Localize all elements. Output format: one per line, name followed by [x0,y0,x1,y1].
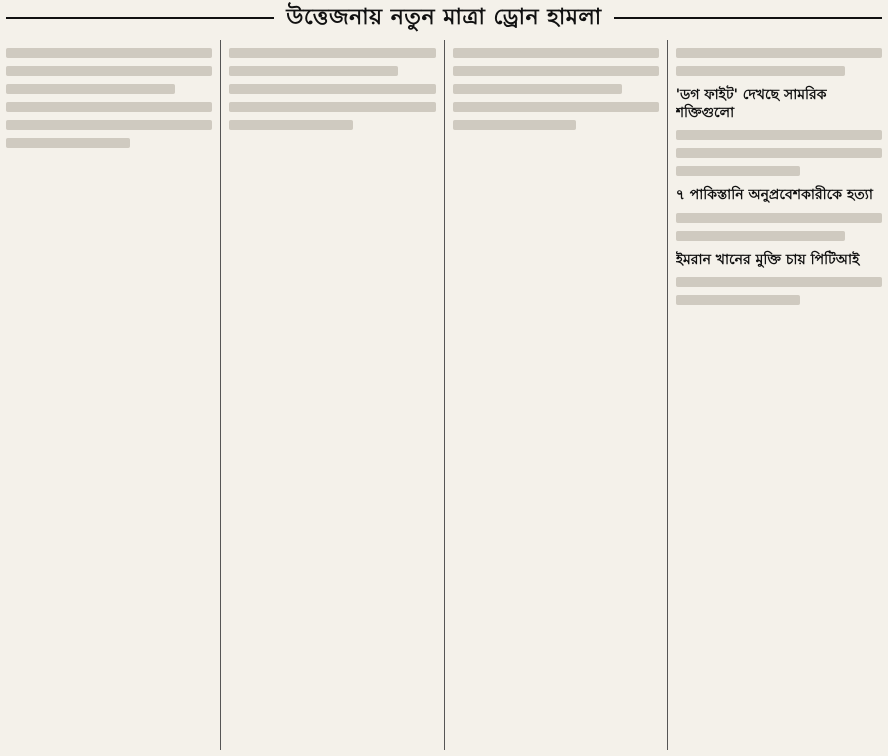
column-1 [6,40,221,750]
subhead-dogfight: 'ডগ ফাইট' দেখছে সামরিক শক্তিগুলো [675,87,827,122]
subhead-imran: ইমরান খানের মুক্তি চায় পিটিআই [675,251,860,268]
article-columns [6,40,882,750]
column-3 [453,40,668,750]
column-2 [229,40,444,750]
subhead-infiltrator: ৭ পাকিস্তানি অনুপ্রবেশকারীকে হত্যা [675,187,873,204]
headline: উত্তেজনায় নতুন মাত্রা ড্রোন হামলা [274,0,613,37]
column-4 [676,40,882,750]
headline-bar [0,0,888,36]
